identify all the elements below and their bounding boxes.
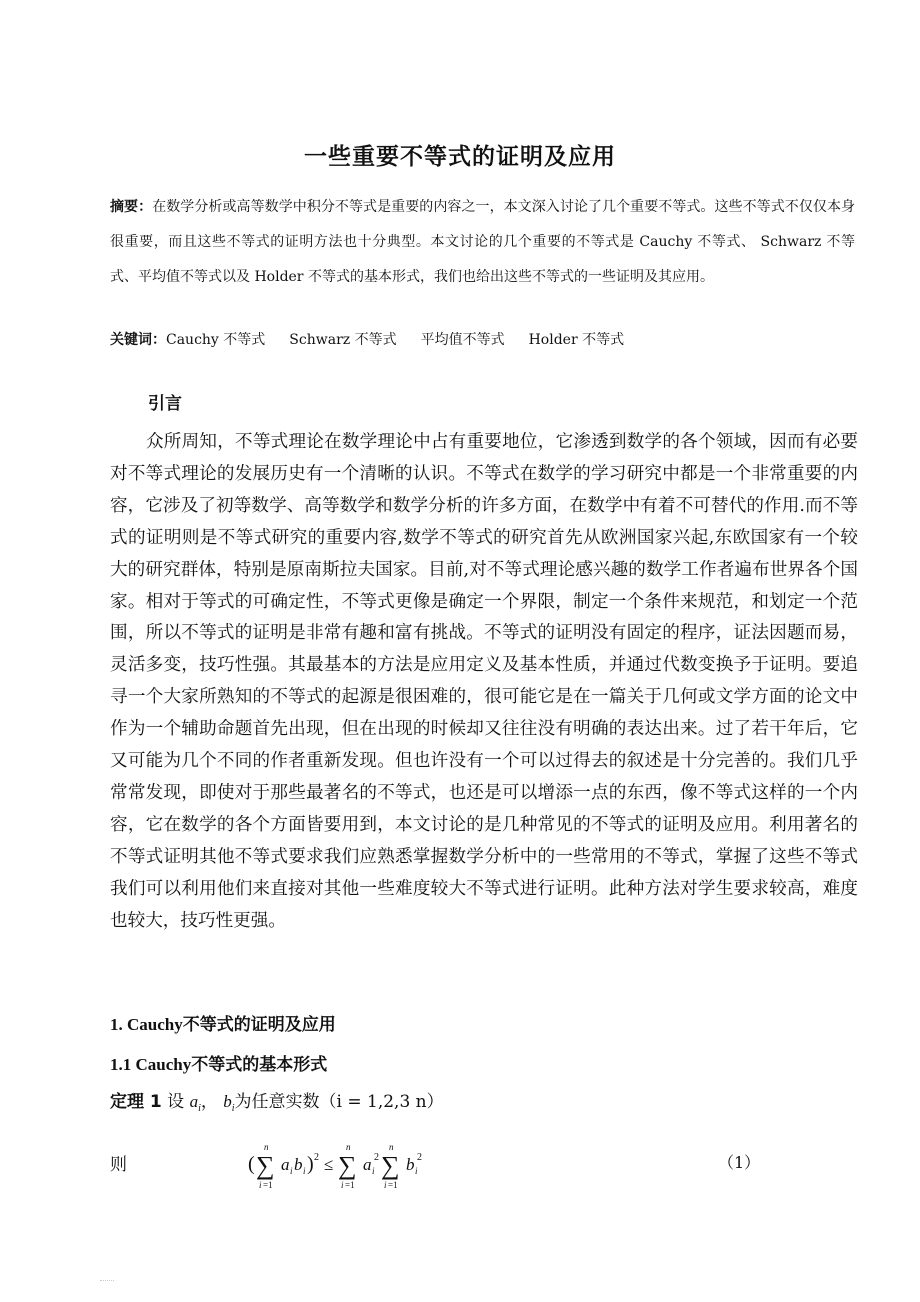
equation-number: （1） — [718, 1153, 761, 1172]
theorem-text: 为任意实数（ — [234, 1092, 337, 1112]
svg-text:2: 2 — [314, 1152, 319, 1163]
svg-text:a: a — [281, 1155, 290, 1174]
abstract-text: 在数学分析或高等数学中积分不等式是重要的内容之一，本文深入讨论了几个重要不等式。这些不等式不仅仅本身很重要，而且这些不等式的证明方法也十分典型。本文讨论的几个重要的不等式是 Cauchy 不等式、 Schwarz 不等式、平均值不等式以及 Holder 不等式的基本形式，我们也给出这些不等式的一些证明及其应用。 — [110, 199, 856, 285]
cauchy-formula — [240, 1130, 440, 1200]
intro-heading: 引言 — [148, 394, 182, 414]
svg-text:i: i — [372, 1166, 375, 1176]
svg-text:i: i — [259, 1180, 262, 1190]
var-b: b — [223, 1092, 232, 1111]
svg-text:i: i — [341, 1180, 344, 1190]
svg-text:=1: =1 — [345, 1180, 355, 1190]
comma: ， — [200, 1092, 218, 1112]
svg-text:n: n — [389, 1142, 394, 1152]
paper-title: 一些重要不等式的证明及应用 — [304, 144, 616, 170]
then-label: 则 — [110, 1155, 127, 1175]
subscript-i: i — [198, 1103, 201, 1114]
intro-paragraph: 众所周知，不等式理论在数学理论中占有重要地位，它渗透到数学的各个领域，因而有必要对不等式理论的发展历史有一个清晰的认识。不等式在数学的学习研究中都是一个非常重要的内容，它涉及了初等数学、高等数学和数学分析的许多方面，在数学中有着不可替代的作用.而不等式的证明则是不等式研究的重要内容,数学不等式的研究首先从欧洲国家兴起,东欧国家有一个较大的研究群体，特别是原南斯拉夫国家。目前,对不等式理论感兴趣的数学工作者遍布世界各个国家。相对于等式的可确定性，不等式更像是确定一个界限，制定一个条件来规范，和划定一个范围，所以不等式的证明是非常有趣和富有挑战。不等式的证明没有固定的程序，证法因题而易，灵活多变，技巧性强。其最基本的方法是应用定义及基本性质，并通过代数变换予于证明。要追寻一个大家所熟知的不等式的起源是很困难的，很可能它是在一篇关于几何或文学方面的论文中作为一个辅助命题首先出现，但在出现的时候却又往往没有明确的表达出来。过了若干年后，它又可能为几个不同的作者重新发现。但也许没有一个可以过得去的叙述是十分完善的。我们几乎常常发现，即使对于那些最著名的不等式，也还是可以增添一点的东西，像不等式这样的一个内容，它在数学的各个方面皆要用到，本文讨论的是几种常见的不等式的证明及应用。利用著名的不等式证明其他不等式要求我们应熟悉掌握数学分析中的一些常用的不等式，掌握了这些不等式我们可以利用他们来直接对其他一些难度较大不等式进行证明。此种方法对学生要求较高，难度也较大，技巧性更强。 — [110, 432, 858, 931]
svg-text:i: i — [303, 1166, 306, 1176]
svg-text:i: i — [415, 1166, 418, 1176]
svg-text:n: n — [346, 1142, 351, 1152]
svg-text:=1: =1 — [263, 1180, 273, 1190]
svg-text:a: a — [363, 1155, 372, 1174]
svg-text:): ) — [307, 1153, 314, 1175]
keyword-item: Schwarz 不等式 — [289, 332, 397, 348]
svg-text:i: i — [290, 1166, 293, 1176]
svg-text:2: 2 — [417, 1152, 422, 1163]
svg-text:≤: ≤ — [324, 1155, 334, 1174]
close-paren: ） — [426, 1092, 444, 1112]
svg-text:b: b — [294, 1155, 303, 1174]
subsection-heading: 1.1 Cauchy不等式的基本形式 — [110, 1055, 328, 1074]
keywords-label: 关键词： — [110, 332, 166, 348]
svg-text:i: i — [384, 1180, 387, 1190]
svg-text:=1: =1 — [388, 1180, 398, 1190]
section-heading: 1. Cauchy不等式的证明及应用 — [110, 1015, 336, 1034]
svg-text:2: 2 — [374, 1152, 379, 1163]
keyword-item: 平均值不等式 — [420, 332, 505, 348]
keywords — [110, 325, 855, 355]
abstract — [110, 190, 855, 295]
svg-text:∑: ∑ — [256, 1151, 275, 1180]
index-range: i = 1,2,3 n — [336, 1092, 427, 1112]
abstract-label: 摘要： — [110, 199, 153, 215]
svg-text:n: n — [264, 1142, 269, 1152]
svg-text:(: ( — [248, 1153, 255, 1175]
page-footer-mark — [100, 1280, 114, 1281]
var-a: a — [189, 1092, 199, 1111]
theorem-label: 定理 1 — [110, 1092, 162, 1112]
keyword-item: Holder 不等式 — [528, 332, 625, 348]
svg-text:∑: ∑ — [338, 1151, 357, 1180]
svg-text:b: b — [406, 1155, 415, 1174]
svg-text:∑: ∑ — [381, 1151, 400, 1180]
subscript-i: i — [231, 1103, 235, 1114]
keyword-item: Cauchy 不等式 — [166, 332, 266, 348]
theorem-text: 设 — [167, 1092, 185, 1112]
theorem-statement — [110, 1087, 444, 1114]
